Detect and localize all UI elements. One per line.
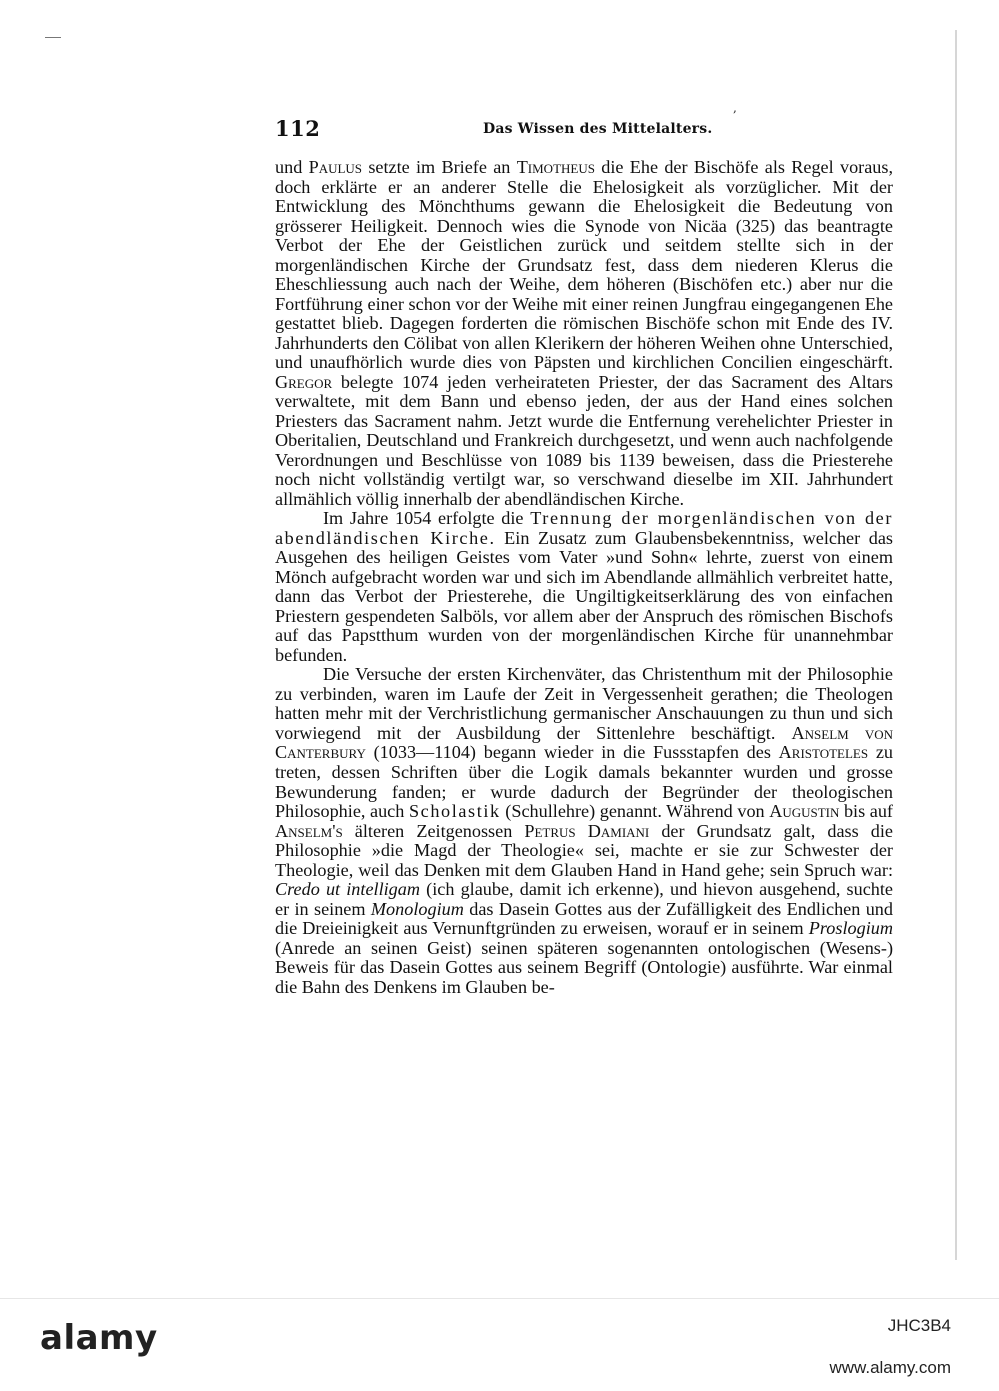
scan-artifact-mark: [45, 37, 61, 38]
running-head: [275, 116, 893, 144]
text-run: Die Versuche der ersten Kirchenväter, das Christenthum mit der Philosophie zu verbinden, waren im Laufe der Zeit in Vergessenheit gerathen; die Theologen hatten mehr mit der Verchristlichung germanischer Anschauungen zu thun und sich vorwiegend mit der Ausbildung der Sittenlehre beschäftigt.: [275, 664, 893, 743]
motto-credo: Credo ut intelligam: [275, 879, 420, 900]
text-run: (ich glaube, damit ich erkenne), und hievon ausgehend, suchte er in seinem: [275, 879, 893, 919]
name-augustin: Augustin: [769, 801, 840, 822]
text-run: (1033—1104) begann wieder in die Fussstapfen des: [365, 742, 779, 763]
text-run: Im Jahre 1054 erfolgte die: [323, 508, 531, 529]
text-run: bis auf: [839, 801, 893, 822]
emphasis-scholastik: Scholastik: [408, 801, 501, 822]
scan-edge-line: [955, 30, 957, 1260]
work-proslogium: Proslogium: [808, 918, 893, 939]
stock-image-id: JHC3B4: [887, 1316, 951, 1335]
name-anselm-possessive: Anselm's: [275, 820, 343, 841]
emphasis-schism: Trennung der morgenländischen von der abendländischen Kirche.: [275, 508, 894, 548]
text-run: und: [275, 157, 309, 177]
ink-speck: ,: [733, 101, 737, 115]
text-run: (Schullehre) genannt. Während von: [500, 801, 770, 822]
name-gregor: Gregor: [275, 371, 333, 392]
paragraph-schism: [275, 509, 893, 665]
name-petrus-damiani: Petrus Damiani: [524, 820, 650, 841]
text-run: belegte 1074 jeden verheirateten Priester, der das Sacrament des Altars verwaltete, mit dem Bann und ebenso jeden, der aus der Hand eines solchen Priesters das Sacrament nahm. Jetzt wurde die Entfernung verehelichter Priester in Oberitalien, Deutschland und Frankreich durchgesetzt, und wenn auch nachfolgende Verordnungen und Beschlüsse von 1089 bis 1139 beweisen, dass die Priesterehe noch nicht vollständig vertilgt war, so verschwand dieselbe im XII. Jahrhundert allmählich völlig innerhalb der abendländischen Kirche.: [275, 371, 893, 509]
name-anselm: Anselm von Canterbury: [275, 722, 894, 763]
paragraph-celibacy: [275, 158, 893, 509]
text-run: setzte im Briefe an: [362, 157, 517, 177]
text-run: das Dasein Gottes aus der Zufälligkeit des Endlichen und die Dreieinigkeit aus Vernunftgründen zu erweisen, worauf er in seinem: [275, 898, 893, 939]
text-run: die Ehe der Bischöfe als Regel voraus, doch erklärte er an anderer Stelle die Ehelosigkeit als vorzüglicher. Mit der Entwicklung des Mönchthums gewann die Ehelosigkeit die Bedeutung von grösserer Heiligkeit. Dennoch wies die Synode von Nicäa (325) das beantragte Verbot der Ehe der Geistlichen zurück und seitdem stellte sich in der morgenländischen Kirche der Grundsatz fest, dass dem niederen Klerus die Eheschliessung auch nach der Weihe, dem höheren (Bischöfen etc.) aber nur die Fortführung einer schon vor der Weihe mit einer reinen Jungfrau eingegangenen Ehe gestattet blieb. Dagegen forderten die römischen Bischöfe schon mit Ende des IV. Jahrhunderts den Cölibat von allen Klerikern der höheren Weihen ohne Unterschied, und unaufhörlich wurde dies von Päpsten und kirchlichen Concilien eingeschärft.: [275, 157, 894, 373]
paragraph-scholasticism: [275, 665, 893, 997]
work-monologium: Monologium: [370, 898, 464, 919]
name-timotheus: Timotheus: [516, 157, 595, 177]
alamy-logo: alamy: [40, 1318, 158, 1358]
text-run: zu treten, dessen Schriften über die Logik damals bekannter wurden und grosse Bewunderung fanden; er wurde dadurch der Begründer der theologischen Philosophie, auch: [275, 742, 893, 822]
name-paulus: Paulus: [308, 157, 363, 177]
text-run: der Grundsatz galt, dass die Philosophie »die Magd der Theologie« sei, machte er sie zur Schwester der Theologie, weil das Denken mit dem Glauben Hand in Hand gehe; sein Spruch war:: [275, 820, 893, 880]
text-run: Ein Zusatz zum Glaubensbekenntniss, welcher das Ausgehen des heiligen Geistes vom Vater »und Sohn« lehrte, zuerst von einem Mönch aufgebracht worden war und sich im Abendlande allmählich verbreitet hatte, dann das Verbot der Priesterehe, die Ungiltigkeitserklärung des von einfachen Priestern gespendeten Salböls, vor allem aber der Anspruch des römischen Bischofs auf das Papstthum wurden von der morgenländischen Kirche für unannehmbar befunden.: [275, 527, 893, 665]
text-run: (Anrede an seinen Geist) seinen späteren sogenannten ontologischen (Wesens-) Beweis für das Dasein Gottes aus seinem Begriff (Ontologie) ausführte. War einmal die Bahn des Denkens im Glauben be-: [275, 937, 893, 997]
page-number: 112: [275, 116, 321, 141]
running-title: Das Wissen des Mittelalters.: [483, 121, 713, 137]
name-aristoteles: Aristoteles: [778, 742, 869, 763]
text-run: älteren Zeitgenossen: [342, 820, 525, 841]
stock-url: www.alamy.com: [829, 1358, 951, 1377]
body-text: [275, 158, 893, 997]
